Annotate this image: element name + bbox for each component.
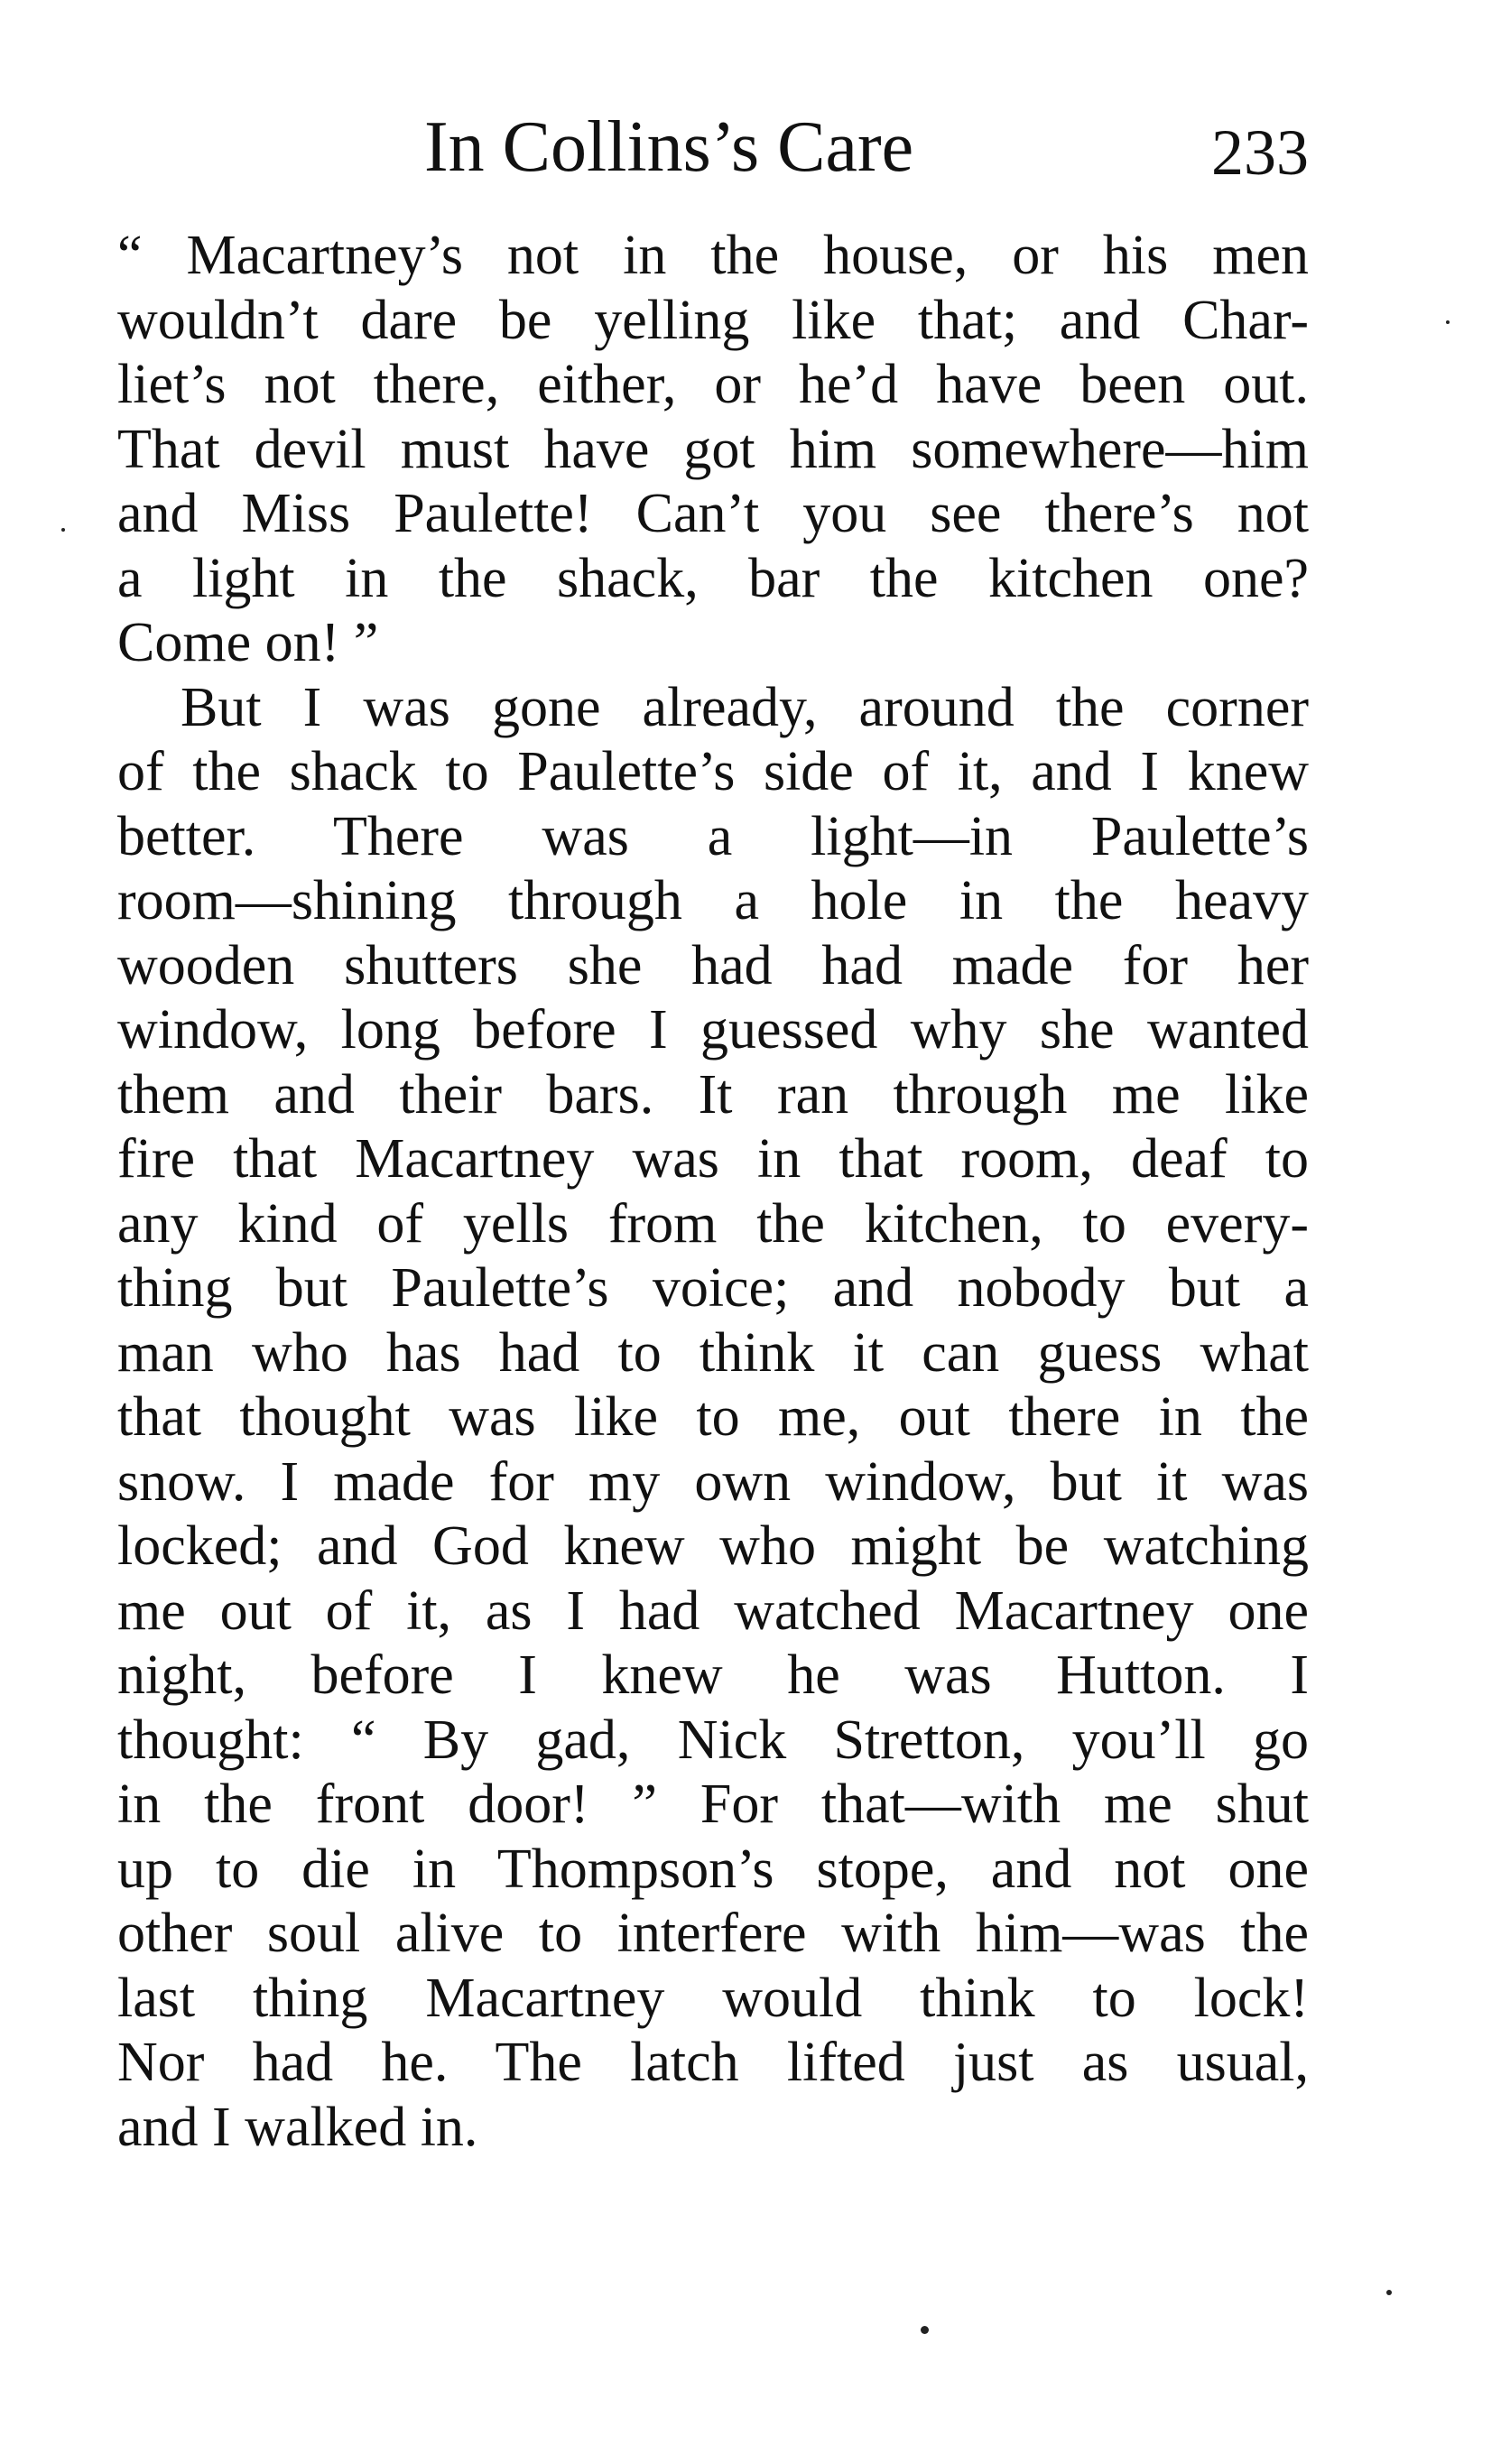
text-line: “ Macartney’s not in the house, or his men [117, 225, 1309, 286]
text-line: liet’s not there, either, or he’d have been out. [117, 354, 1309, 415]
text-line: and I walked in. [117, 2096, 478, 2158]
body-text [117, 224, 1309, 2160]
page-number: 233 [1211, 116, 1309, 189]
text-line: That devil must have got him somewhere—him [117, 418, 1309, 480]
scan-speck [1446, 320, 1450, 324]
text-line: Nor had he. The latch lifted just as usual, [117, 2032, 1309, 2093]
text-line: me out of it, as I had watched Macartney one [117, 1579, 1309, 1642]
text-line: up to die in Thompson’s stope, and not one [117, 1838, 1309, 1900]
text-line: man who has had to think it can guess what [117, 1321, 1309, 1384]
text-line: in the front door! ” For that—with me shut [117, 1774, 1309, 1835]
text-line: window, long before I guessed why she wanted [117, 999, 1309, 1061]
text-line: night, before I knew he was Hutton. I [117, 1644, 1309, 1706]
text-line: Come on! ” [117, 612, 379, 673]
text-line: wouldn’t dare be yelling like that; and Char- [117, 289, 1309, 351]
text-line: snow. I made for my own window, but it was [117, 1450, 1309, 1513]
text-line: last thing Macartney would think to lock! [117, 1967, 1309, 2029]
text-line: room—shining through a hole in the heavy [117, 870, 1309, 931]
text-line: a light in the shack, bar the kitchen one? [117, 547, 1309, 609]
text-line: fire that Macartney was in that room, deaf to [117, 1128, 1309, 1190]
text-line: and Miss Paulette! Can’t you see there’s not [117, 483, 1309, 544]
text-line: thing but Paulette’s voice; and nobody but a [117, 1257, 1309, 1319]
text-line: wooden shutters she had had made for her [117, 934, 1309, 996]
text-line: better. There was a light—in Paulette’s [117, 805, 1309, 867]
text-line: locked; and God knew who might be watching [117, 1515, 1309, 1577]
running-head [117, 107, 1309, 188]
text-line: of the shack to Paulette’s side of it, and I knew [117, 741, 1309, 802]
text-line: thought: “ By gad, Nick Stretton, you’ll go [117, 1709, 1309, 1771]
text-line: that thought was like to me, out there in the [117, 1386, 1309, 1448]
text-line: them and their bars. It ran through me like [117, 1063, 1309, 1125]
text-line: other soul alive to interfere with him—was the [117, 1903, 1309, 1964]
scan-speck [61, 528, 65, 532]
scan-speck [921, 2326, 929, 2334]
text-line: any kind of yells from the kitchen, to every- [117, 1192, 1309, 1255]
text-line: But I was gone already, around the corner [181, 676, 1309, 738]
running-title: In Collins’s Care [424, 107, 914, 187]
scan-speck [1386, 2290, 1392, 2295]
